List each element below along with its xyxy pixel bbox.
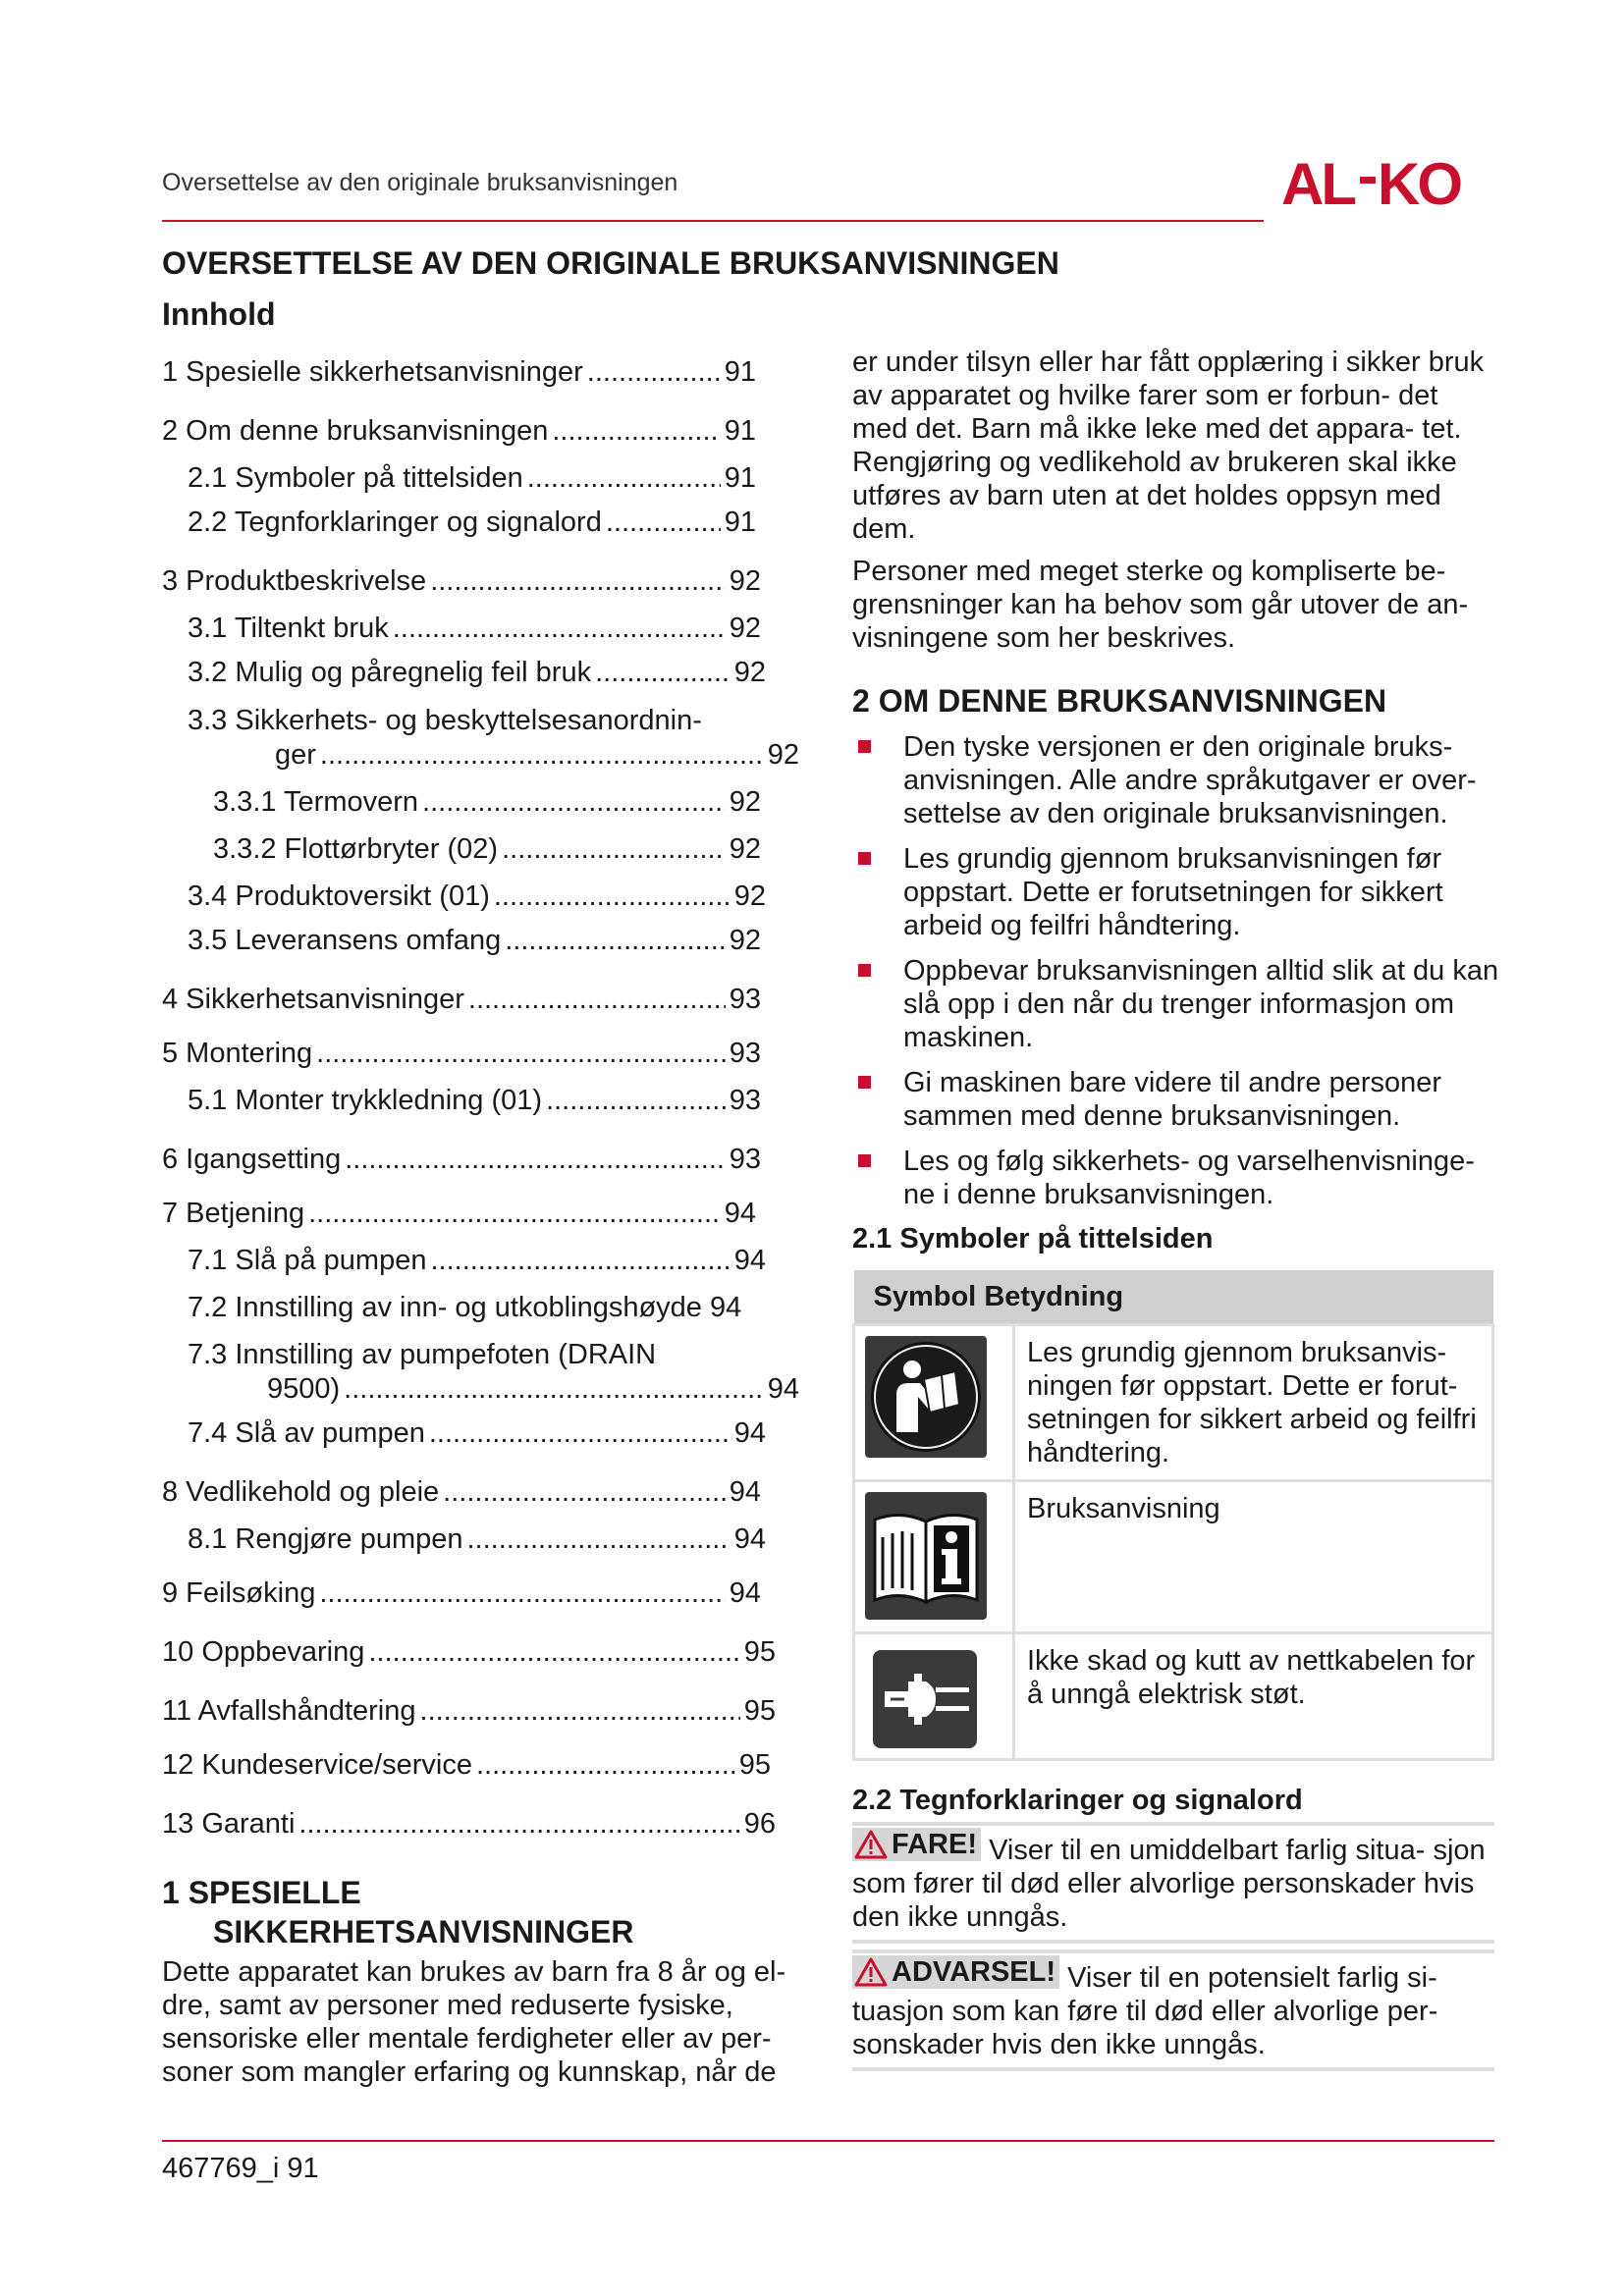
- svg-text:KO: KO: [1378, 155, 1460, 212]
- toc-entry[interactable]: 5.1 Monter trykkledning (01) ..... 93: [188, 1085, 761, 1117]
- running-title: Oversettelse av den originale bruksanvisningen: [162, 169, 678, 196]
- warning-triangle-icon: [854, 1830, 888, 1859]
- table-row: [854, 1325, 1493, 1481]
- toc-entry[interactable]: 2 Om denne bruksanvisningen ..... 91: [162, 415, 756, 448]
- symbol-table-header-cell: Symbol Betydning: [854, 1270, 1493, 1325]
- subsection-2-2-title: 2.2 Tegnforklaringer og signalord: [852, 1785, 1303, 1816]
- footer-divider: [162, 2140, 1494, 2142]
- meaning-cell: Bruksanvisning: [1014, 1481, 1493, 1633]
- warning-triangle-icon: [854, 1957, 888, 1987]
- toc-entry[interactable]: 7 Betjening ..... 94: [162, 1198, 756, 1230]
- list-item: Gi maskinen bare videre til andre personer sammen med denne bruksanvisningen.: [852, 1066, 1500, 1133]
- toc-entry[interactable]: 3.2 Mulig og påregnelig feil bruk ..... 92: [188, 657, 766, 689]
- toc-entry[interactable]: 10 Oppbevaring ..... 95: [162, 1636, 776, 1669]
- meaning-cell: Ikke skad og kutt av nettkabelen for å unngå elektrisk støt.: [1014, 1633, 1493, 1760]
- table-row: [854, 1633, 1493, 1760]
- section-2-bullet-list: [852, 730, 1500, 1223]
- toc-entry-continued[interactable]: ger ..... 92: [275, 739, 799, 772]
- list-item: Les grundig gjennom bruksanvisningen før oppstart. Dette er forutsetningen for sikkert arbeid og feilfri håndtering.: [852, 842, 1500, 942]
- bullet-square-icon: [858, 740, 871, 753]
- bullet-square-icon: [858, 964, 871, 977]
- toc-entry-label[interactable]: 7.3 Innstilling av pumpefoten (DRAIN: [188, 1339, 657, 1370]
- toc-entry[interactable]: 8 Vedlikehold og pleie ..... 94: [162, 1476, 761, 1509]
- toc-entry[interactable]: 11 Avfallshåndtering ..... 95: [162, 1695, 776, 1728]
- danger-tag: FARE!: [852, 1828, 981, 1861]
- symbol-cell: [854, 1633, 1014, 1760]
- section-1-paragraph-start: Dette apparatet kan brukes av barn fra 8 år og el- dre, samt av personer med reduserte fysiske, sensoriske eller mentale ferdigheter eller av per- soner som mangler erfaring og kunnskap, når de: [162, 1956, 786, 2088]
- toc-heading: Innhold: [162, 296, 276, 332]
- danger-signal: FARE! Viser til en umiddelbart farlig situa- sjon som fører til død eller alvorlige personskader hvis den ikke unngås.: [852, 1822, 1494, 1944]
- toc-entry[interactable]: 13 Garanti ..... 96: [162, 1808, 776, 1841]
- toc-entry[interactable]: 4 Sikkerhetsanvisninger ..... 93: [162, 984, 761, 1016]
- meaning-cell: Les grundig gjennom bruksanvis- ningen før oppstart. Dette er forut- setningen for sikkert arbeid og feilfri håndtering.: [1014, 1325, 1493, 1481]
- symbol-table-header: [854, 1270, 1493, 1325]
- warning-tag: ADVARSEL!: [852, 1955, 1059, 1989]
- manual-info-icon: [865, 1492, 987, 1620]
- document-title: OVERSETTELSE AV DEN ORIGINALE BRUKSANVISNINGEN: [162, 245, 1059, 281]
- toc-entry[interactable]: 6 Igangsetting ..... 93: [162, 1144, 761, 1176]
- list-item: Den tyske versjonen er den originale bruks- anvisningen. Alle andre språkutgaver er over- settelse av den originale bruksanvisningen.: [852, 730, 1500, 830]
- section-1-paragraph-end: er under tilsyn eller har fått opplæring i sikker bruk av apparatet og hvilke farer som er forbun- det med det. Barn må ikke leke med det appara- tet. Rengjøring og vedlikehold av brukeren skal ikke utføres av barn uten at det holdes oppsyn med dem.: [852, 347, 1485, 545]
- symbol-cell: [854, 1325, 1014, 1481]
- toc-entry[interactable]: 7.1 Slå på pumpen ..... 94: [188, 1245, 766, 1277]
- footer-doc-number: 467769_i 91: [162, 2153, 319, 2184]
- toc-entry[interactable]: 3.4 Produktoversikt (01) ..... 92: [188, 881, 766, 913]
- toc-entry-label[interactable]: 3.3 Sikkerhets- og beskyttelsesanordnin-: [188, 705, 702, 736]
- toc-entry-continued[interactable]: 9500) ..... 94: [267, 1373, 799, 1406]
- symbol-table: [852, 1270, 1494, 1761]
- toc-entry[interactable]: 8.1 Rengjøre pumpen ..... 94: [188, 1523, 766, 1556]
- toc-entry[interactable]: 5 Montering ..... 93: [162, 1038, 761, 1070]
- toc-entry[interactable]: 3.3.1 Termovern ..... 92: [213, 786, 761, 819]
- toc-entry[interactable]: 2.2 Tegnforklaringer og signalord ..... 91: [188, 507, 756, 539]
- subsection-2-1-title: 2.1 Symboler på tittelsiden: [852, 1223, 1214, 1255]
- table-row: [854, 1481, 1493, 1633]
- toc-entry[interactable]: 3 Produktbeskrivelse ..... 92: [162, 565, 761, 598]
- toc-entry[interactable]: 9 Feilsøking ..... 94: [162, 1577, 761, 1610]
- bullet-square-icon: [858, 1154, 871, 1167]
- toc-entry[interactable]: 7.2 Innstilling av inn- og utkoblingshøyde 94: [188, 1292, 742, 1323]
- toc-entry[interactable]: 3.3.2 Flottørbryter (02) ..... 92: [213, 833, 761, 866]
- bullet-square-icon: [858, 852, 871, 865]
- alko-logo: [1281, 155, 1499, 217]
- list-item: Oppbevar bruksanvisningen alltid slik at du kan slå opp i den når du trenger informasjon om maskinen.: [852, 954, 1500, 1054]
- bullet-square-icon: [858, 1076, 871, 1089]
- read-manual-icon: [865, 1336, 987, 1458]
- section-2-title: 2 OM DENNE BRUKSANVISNINGEN: [852, 683, 1387, 719]
- section-1-title: 1 SPESIELLE SIKKERHETSANVISNINGER: [162, 1875, 634, 1949]
- list-item: Les og følg sikkerhets- og varselhenvisninge- ne i denne bruksanvisningen.: [852, 1145, 1500, 1211]
- toc-entry[interactable]: 7.4 Slå av pumpen ..... 94: [188, 1417, 766, 1450]
- symbol-cell: [854, 1481, 1014, 1633]
- toc-entry[interactable]: 1 Spesielle sikkerhetsanvisninger ..... 91: [162, 356, 756, 389]
- toc-entry[interactable]: 3.5 Leveransens omfang ..... 92: [188, 925, 761, 957]
- section-1-paragraph-2: Personer med meget sterke og kompliserte be- grensninger kan ha behov som går utover de an- visningene som her beskrives.: [852, 556, 1469, 654]
- cable-plug-icon: [865, 1644, 979, 1750]
- toc-entry[interactable]: 3.1 Tiltenkt bruk ..... 92: [188, 613, 761, 645]
- svg-text:AL: AL: [1281, 155, 1354, 212]
- header-divider: [162, 220, 1264, 222]
- toc-entry[interactable]: 12 Kundeservice/service ..... 95: [162, 1749, 771, 1782]
- toc-entry[interactable]: 2.1 Symboler på tittelsiden ..... 91: [188, 462, 756, 495]
- warning-signal: ADVARSEL! Viser til en potensielt farlig si- tuasjon som kan føre til død eller alvorlige per- sonskader hvis den ikke unngås.: [852, 1949, 1494, 2071]
